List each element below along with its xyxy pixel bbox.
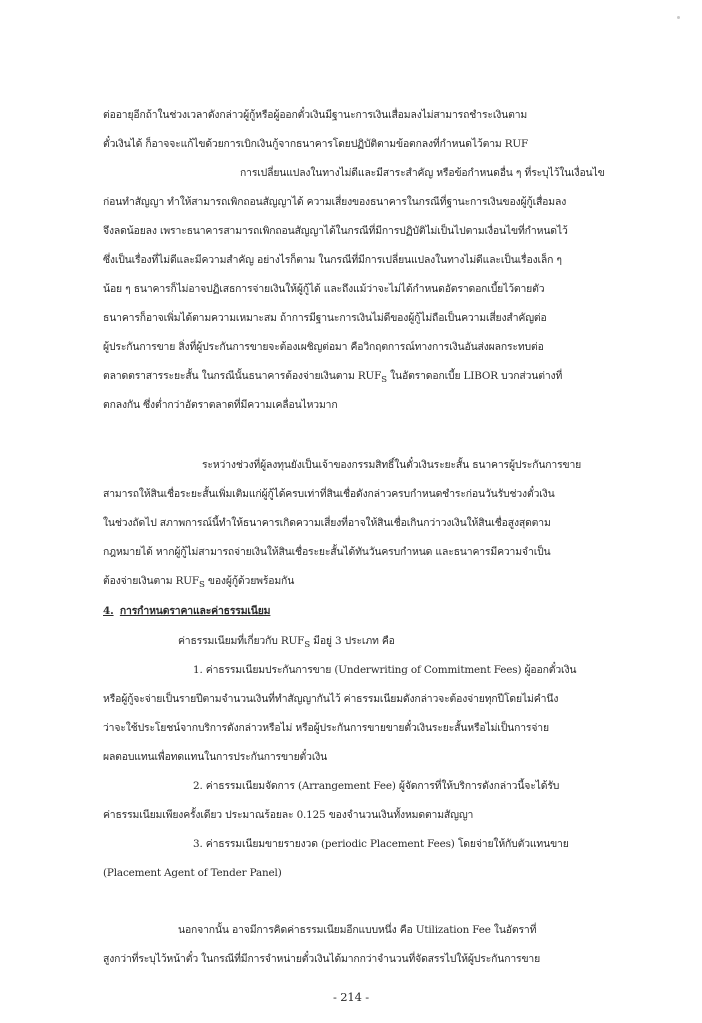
text-line: (Placement Agent of Tender Panel) bbox=[103, 867, 282, 879]
subscript: S bbox=[381, 375, 387, 386]
text-line: น้อย ๆ ธนาคารก็ไม่อาจปฏิเสธการจ่ายเงินให้ผู้กู้ได้ และถึงแม้ว่าจะไม่ได้กำหนดอัตราดอกเบี้ยไว้ตายตัว bbox=[103, 283, 545, 295]
scan-speck bbox=[677, 16, 680, 19]
text-run: ของผู้กู้ด้วยพร้อมกัน bbox=[204, 575, 295, 587]
text-line: นอกจากนั้น อาจมีการคิดค่าธรรมเนียมอีกแบบหนึ่ง คือ Utilization Fee ในอัตราที่ bbox=[178, 924, 537, 936]
text-line: ธนาคารก็อาจเพิ่มได้ตามความเหมาะสม ถ้าการมีฐานะการเงินไม่ดีของผู้กู้ไม่ถือเป็นความเสี่ยงสำคัญต่อ bbox=[103, 312, 547, 324]
text-line: ผลตอบแทนเพื่อทดแทนในการประกันการขายตั๋วเงิน bbox=[103, 751, 328, 763]
text-line: ว่าจะใช้ประโยชน์จากบริการดังกล่าวหรือไม่ หรือผู้ประกันการขายขายตั๋วเงินระยะสั้นหรือไม่เป็นการจ่าย bbox=[103, 722, 549, 734]
subscript: S bbox=[198, 580, 205, 591]
section-number: 4. bbox=[103, 605, 114, 617]
text-line: ตั๋วเงินได้ ก็อาจจะแก้ไขด้วยการเบิกเงินกู้จากธนาคารโดยปฏิบัติตามข้อตกลงที่กำหนดไว้ตาม RUF bbox=[103, 138, 529, 150]
text-line: ผู้ประกันการขาย สิ่งที่ผู้ประกันการขายจะต้องเผชิญต่อมา คือวิกฤตการณ์ทางการเงินอันส่งผลกระทบต่อ bbox=[103, 341, 544, 353]
text-run: ตลาดตราสารระยะสั้น ในกรณีนั้นธนาคารต้องจ่ายเงินตาม RUF bbox=[103, 370, 382, 382]
fee-intro bbox=[178, 634, 395, 652]
text-line: ระหว่างช่วงที่ผู้ลงทุนยังเป็นเจ้าของกรรมสิทธิ์ในตั๋วเงินระยะสั้น ธนาคารผู้ประกันการขาย bbox=[202, 459, 582, 471]
text-line: จึงลดน้อยลง เพราะธนาคารสามารถเพิกถอนสัญญาได้ในกรณีที่มีการปฏิบัติไม่เป็นไปตามเงื่อนไขที่กำหนดไว้ bbox=[103, 225, 568, 237]
text-line bbox=[103, 369, 562, 387]
text-line: ก่อนทำสัญญา ทำให้สามารถเพิกถอนสัญญาได้ ความเสี่ยงของธนาคารในกรณีที่ฐานะการเงินของผู้กู้เสื่อมลง bbox=[103, 196, 567, 208]
subscript: S bbox=[304, 640, 310, 651]
fee-item-2: 2. ค่าธรรมเนียมจัดการ (Arrangement Fee) ผู้จัดการที่ให้บริการดังกล่าวนี้จะได้รับ bbox=[193, 780, 560, 792]
text-line: ตกลงกัน ซึ่งต่ำกว่าอัตราตลาดที่มีความเคลื่อนไหวมาก bbox=[103, 399, 338, 411]
page-number: - 214 - bbox=[333, 990, 369, 1004]
text-line: ในช่วงถัดไป สภาพการณ์นี้ทำให้ธนาคารเกิดความเสี่ยงที่อาจให้สินเชื่อเกินกว่าวงเงินให้สินเชื่อสูงสุดตาม bbox=[103, 517, 551, 529]
text-line: หรือผู้กู้จะจ่ายเป็นรายปีตามจำนวนเงินที่ทำสัญญากันไว้ ค่าธรรมเนียมดังกล่าวจะต้องจ่ายทุกปีโดยไม่คำนึง bbox=[103, 693, 559, 705]
section-heading bbox=[103, 604, 270, 618]
text-line: กฎหมายได้ หากผู้กู้ไม่สามารถจ่ายเงินให้สินเชื่อระยะสั้นได้ทันวันครบกำหนด และธนาคารมีความจำเป็น bbox=[103, 546, 551, 558]
text-run: ค่าธรรมเนียมที่เกี่ยวกับ RUF bbox=[178, 635, 305, 647]
text-line: ต่ออายุอีกถ้าในช่วงเวลาดังกล่าวผู้กู้หรือผู้ออกตั๋วเงินมีฐานะการเงินเสื่อมลงไม่สามารถชำระเงินตาม bbox=[103, 109, 528, 121]
text-line: การเปลี่ยนแปลงในทางไม่ดีและมีสาระสำคัญ หรือข้อกำหนดอื่น ๆ ที่ระบุไว้ในเงื่อนไข bbox=[240, 167, 605, 179]
fee-item-1: 1. ค่าธรรมเนียมประกันการขาย (Underwriting of Commitment Fees) ผู้ออกตั๋วเงิน bbox=[193, 664, 577, 676]
fee-item-3: 3. ค่าธรรมเนียมขายรายงวด (periodic Placement Fees) โดยจ่ายให้กับตัวแทนขาย bbox=[193, 838, 569, 850]
text-run: มีอยู่ 3 ประเภท คือ bbox=[309, 635, 395, 647]
text-line bbox=[103, 574, 294, 592]
section-title: การกำหนดราคาและค่าธรรมเนียม bbox=[119, 605, 271, 617]
text-line: สามารถให้สินเชื่อระยะสั้นเพิ่มเติมแก่ผู้กู้ได้ครบเท่าที่สินเชื่อดังกล่าวครบกำหนดชำระก่อนวันรับช่วงตั๋วเงิน bbox=[103, 488, 555, 500]
text-run: ในอัตราดอกเบี้ย LIBOR บวกส่วนต่างที่ bbox=[386, 370, 563, 382]
text-line: สูงกว่าที่ระบุไว้หน้าตั๋ว ในกรณีที่มีการจำหน่ายตั๋วเงินได้มากกว่าจำนวนที่จัดสรรไปให้ผู้ประกันการขาย bbox=[103, 953, 541, 965]
text-line: ค่าธรรมเนียมเพียงครั้งเดียว ประมาณร้อยละ 0.125 ของจำนวนเงินทั้งหมดตามสัญญา bbox=[103, 809, 474, 821]
text-line: ซึ่งเป็นเรื่องที่ไม่ดีและมีความสำคัญ อย่างไรก็ตาม ในกรณีที่มีการเปลี่ยนแปลงในทางไม่ดีและเป็นเรื่องเล็ก ๆ bbox=[103, 254, 562, 266]
text-run: ต้องจ่ายเงินตาม RUF bbox=[103, 575, 199, 587]
